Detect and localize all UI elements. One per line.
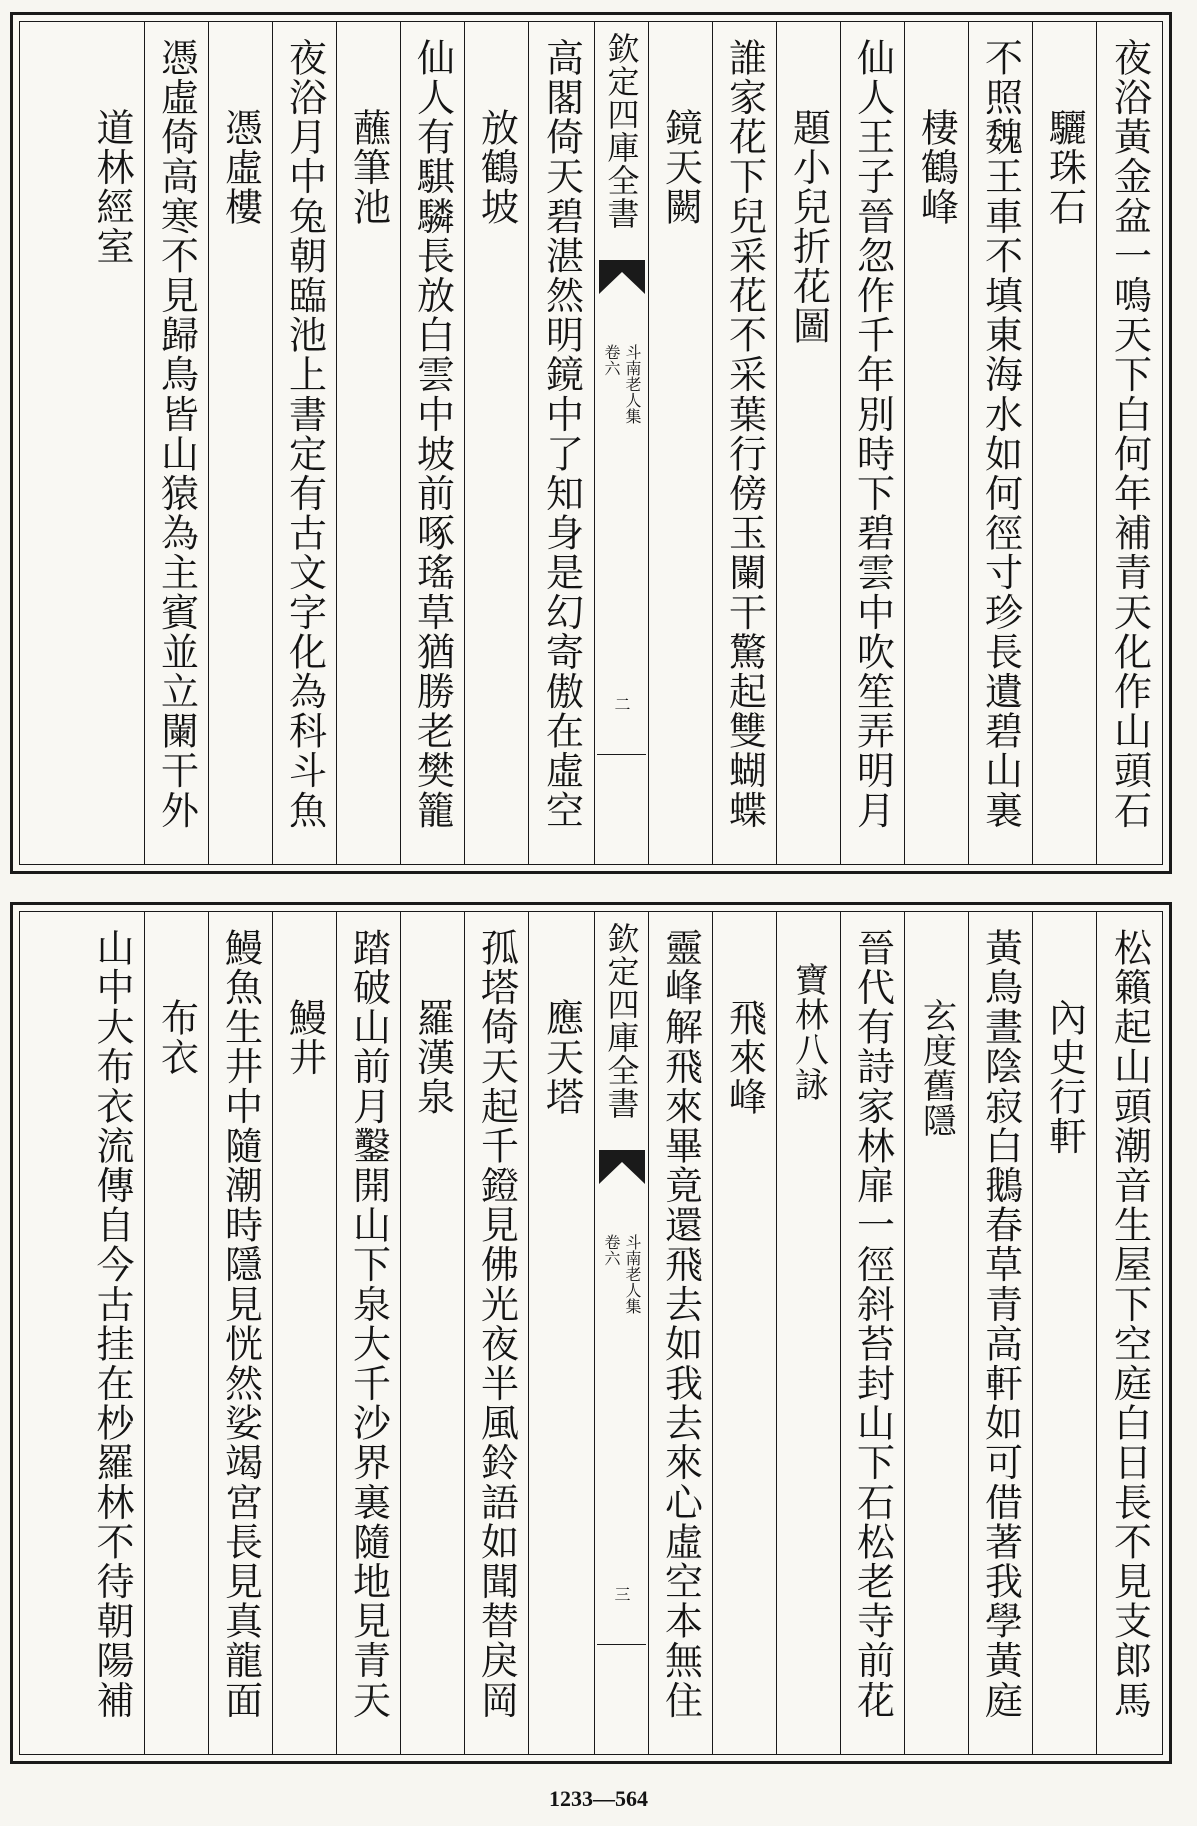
margin-rule xyxy=(597,1644,646,1645)
text-column: 仙人有騏驎長放白雲中坡前啄瑤草猶勝老樊籠 xyxy=(400,22,464,864)
text-column: 孤塔倚天起千鐙見佛光夜半風鈴語如聞替戾岡 xyxy=(464,912,528,1754)
text-column: 蘸筆池 xyxy=(336,22,400,864)
volume-title: 斗南老人集 xyxy=(623,1234,642,1314)
text-column: 鏡天闕 xyxy=(648,22,712,864)
text-column: 踏破山前月鑿開山下泉大千沙界裏隨地見青天 xyxy=(336,912,400,1754)
text-column: 鰻魚生井中隨潮時隱見恍然娑竭宮長見真龍面 xyxy=(208,912,272,1754)
text-column: 靈峰解飛來畢竟還飛去如我去來心虛空本無住 xyxy=(648,912,712,1754)
text-column: 山中大布衣流傳自今古挂在杪羅林不待朝陽補 xyxy=(90,928,134,1720)
page-code: 1233—564 xyxy=(549,1786,648,1811)
upper-page-frame xyxy=(19,21,1163,865)
book-title: 欽定四庫全書 xyxy=(602,32,641,230)
text-column: 不照魏王車不填東海水如何徑寸珍長遺碧山裏 xyxy=(968,22,1032,864)
text-column: 布衣 xyxy=(144,912,208,1754)
lower-page-frame xyxy=(19,911,1163,1755)
text-column: 憑虛倚高寒不見歸鳥皆山猿為主賓並立闌干外 xyxy=(144,22,208,864)
text-column: 晉代有詩家林扉一徑斜苔封山下石松老寺前花 xyxy=(840,912,904,1754)
text-column: 羅漢泉 xyxy=(400,912,464,1754)
center-fold-margin xyxy=(594,912,648,1754)
leaf-number: 二 xyxy=(612,696,631,712)
text-column: 題小兒折花圖 xyxy=(776,22,840,864)
text-column: 夜浴月中兔朝臨池上書定有古文字化為科斗魚 xyxy=(272,22,336,864)
text-column: 應天塔 xyxy=(528,912,594,1754)
text-column: 飛來峰 xyxy=(712,912,776,1754)
text-column: 寶林八詠 xyxy=(776,912,840,1754)
text-column: 棲鶴峰 xyxy=(904,22,968,864)
text-column: 黃鳥晝陰寂白鵝春草青高軒如可借著我學黃庭 xyxy=(968,912,1032,1754)
volume-juan: 卷六 xyxy=(602,344,621,376)
book-title: 欽定四庫全書 xyxy=(602,922,641,1120)
center-fold-margin xyxy=(594,22,648,864)
text-column: 高閣倚天碧湛然明鏡中了知身是幻寄傲在虛空 xyxy=(528,22,594,864)
volume-juan: 卷六 xyxy=(602,1234,621,1266)
text-column: 憑虛樓 xyxy=(208,22,272,864)
lower-page xyxy=(10,902,1172,1764)
text-column: 夜浴黃金盆一鳴天下白何年補青天化作山頭石 xyxy=(1096,22,1162,864)
text-column: 玄度舊隱 xyxy=(904,912,968,1754)
text-column: 松籟起山頭潮音生屋下空庭白日長不見支郎馬 xyxy=(1096,912,1162,1754)
volume-title: 斗南老人集 xyxy=(623,344,642,424)
margin-rule xyxy=(597,754,646,755)
text-column: 誰家花下兒采花不采葉行傍玉闌干驚起雙蝴蝶 xyxy=(712,22,776,864)
text-column: 道林經室 xyxy=(90,108,134,267)
leaf-number: 三 xyxy=(612,1586,631,1602)
text-column: 驪珠石 xyxy=(1032,22,1096,864)
text-column: 仙人王子晉忽作千年別時下碧雲中吹笙弄明月 xyxy=(840,22,904,864)
fishtail-mark-icon xyxy=(597,1148,647,1186)
text-column: 放鶴坡 xyxy=(464,22,528,864)
fishtail-mark-icon xyxy=(597,258,647,296)
text-column: 鰻井 xyxy=(272,912,336,1754)
upper-page xyxy=(10,12,1172,874)
text-column: 內史行軒 xyxy=(1032,912,1096,1754)
